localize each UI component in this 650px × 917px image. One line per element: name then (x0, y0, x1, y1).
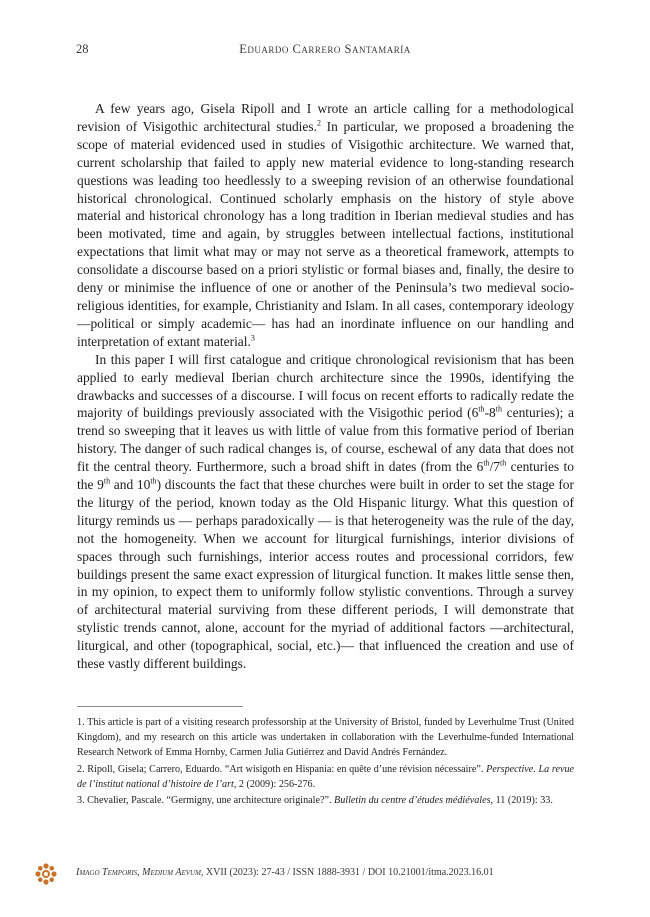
footnote-ref: 2 (316, 118, 321, 128)
text-run: and 10 (110, 477, 151, 493)
page-footer (35, 863, 615, 885)
journal-title: Perspective. La revue de l’institut national d’histoire de l’art (77, 763, 574, 790)
text-run: centuries); a trend so sweeping that it leaves us with little of value from this formative period of Iberian history. The danger of such radical changes is, of course, eschewal of any data that does not fit the central theory. Furthermore, such a broad shift in dates (from the 6 (77, 405, 574, 475)
ordinal-suffix: th (500, 458, 507, 468)
text-run: , 2 (2009): 256-276. (233, 778, 316, 790)
paragraph-2 (77, 351, 574, 673)
text-run: 3. Chevalier, Pascale. “Germigny, une architecture originale?”. (77, 795, 335, 807)
text-run: In this paper I will first catalogue and critique chronological revisionism that has been applied to early medieval Iberian church architecture since the 1990s, identifying the drawbacks and successes of a discourse. I will focus on recent efforts to radically redate the majority of buildings previously associated with the Visigothic period (6 (77, 351, 574, 421)
footer-citation (76, 867, 494, 878)
page-number: 28 (76, 42, 89, 56)
text-run: ) discounts the fact that these churches were built in order to set the stage for the liturgy of the period, known today as the Old Hispanic liturgy. What this question of liturgy reminds us — perhaps paradoxically — is that heterogeneity was the rule of the day, not the homogeneity. When we account for liturgical furnishings, interior divisions of spaces through such furnishings, interior access routes and processional corridors, few buildings present the same exact expression of liturgical function. It makes little sense then, in my opinion, to expect them to uniformly follow stylistic conventions. Through a survey of architectural material surviving from these different periods, I will demonstrate that stylistic trends cannot, alone, account for the myriad of additional factors —architectural, liturgical, and other (topographical, social, etc.)— that influenced the creation and use of these vastly different buildings. (77, 477, 574, 672)
page-header (76, 42, 574, 58)
footnote-2 (77, 762, 574, 792)
text-run: A few years ago, Gisela Ripoll and I wrote an article calling for a methodological revision of Visigothic architectural studies. (77, 101, 574, 134)
footnotes (77, 715, 574, 810)
text-run: /7 (489, 459, 501, 475)
text-run: -8 (484, 405, 496, 421)
ordinal-suffix: th (103, 476, 111, 486)
text-run: 2. Ripoll, Gisela; Carrero, Eduardo. “Art wisigoth en Hispania: en quête d’une révision nécessaire”. (77, 763, 487, 775)
text-run: In particular, we proposed a broadening the scope of material evidenced used in studies of Visigothic architecture. We warned that, current scholarship that failed to apply new material evidence to long-standing research questions was leading too heedlessly to a sweeping revision of an otherwise foundational historical chronological. Continued scholarly emphasis on the history of style above material and historical chronology has a long tradition in Iberian medieval studies and has been motivated, time and again, by struggles between intellectual factions, institutional expectations that limit what may or may not serve as a theoretical framework, attempts to consolidate a discourse based on a priori stylistic or formal biases and, finally, the desire to deny or minimise the influence of one or another of the Peninsula’s two medieval socio-religious identities, for example, Christianity and Islam. In all cases, contemporary ideology —political or simply academic— has had an inordinate influence on our handling and interpretation of extant material. (77, 118, 575, 349)
citation-details: , XVII (2023): 27-43 / ISSN 1888-3931 / DOI 10.21001/itma.2023.16.01 (200, 867, 494, 878)
footnote-3 (77, 793, 574, 808)
journal-logo-icon (35, 863, 57, 885)
ordinal-suffix: th (150, 476, 157, 486)
journal-title: Bulletin du centre d’études médiévales (334, 795, 491, 807)
paragraph-1 (77, 100, 574, 351)
ordinal-suffix: th (495, 404, 502, 414)
ordinal-suffix: th (478, 404, 485, 414)
running-head: Eduardo Carrero Santamaría (239, 42, 411, 56)
main-text (77, 100, 574, 673)
text-run: centuries to the 9 (77, 459, 575, 493)
text-run: , 11 (2019): 33. (490, 795, 553, 807)
footnote-1: 1. This article is part of a visiting research professorship at the University of Bristol, funded by Leverhulme Trust (United Kingdom), and my research on this article was undertaken in collaboration with the Leverhulme-funded International Research Network of Emma Hornby, Carmen Julia Gutiérrez and David Andrés Fernández. (77, 717, 574, 759)
ordinal-suffix: th (483, 458, 490, 468)
footnote-ref: 3 (250, 333, 255, 343)
footnote-divider (77, 706, 243, 707)
journal-name: Imago Temporis, Medium Aevum (76, 867, 201, 878)
